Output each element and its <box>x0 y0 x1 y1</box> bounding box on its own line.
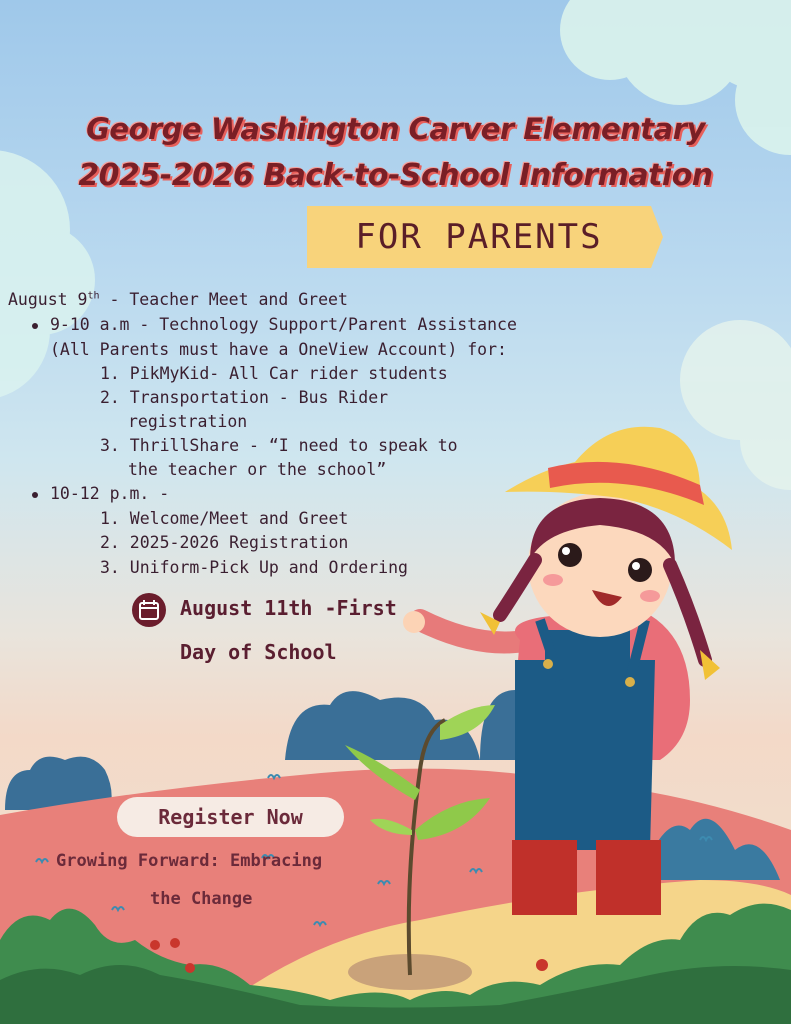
for-parents-banner: FOR PARENTS <box>307 206 651 268</box>
list-item: the teacher or the school” <box>128 460 387 479</box>
first-day-line1: August 11th -First <box>180 596 397 620</box>
school-title: George Washington Carver Elementary <box>86 112 705 146</box>
page-title: 2025-2026 Back-to-School Information <box>78 158 713 193</box>
list-item: 3. Uniform-Pick Up and Ordering <box>100 558 408 577</box>
tagline-line1: Growing Forward: Embracing <box>56 851 323 871</box>
block1-time: 9-10 a.m - Technology Support/Parent Assistance <box>50 315 517 334</box>
block1-note: (All Parents must have a OneView Account) for: <box>50 340 507 359</box>
list-item: 2. 2025-2026 Registration <box>100 533 349 552</box>
tagline-line2: the Change <box>150 889 253 909</box>
day-suffix: th <box>87 290 100 302</box>
list-item: 1. PikMyKid- All Car rider students <box>100 364 448 383</box>
list-item: registration <box>128 412 248 431</box>
day-event: - Teacher Meet and Greet <box>99 290 348 309</box>
bullet-icon <box>32 323 38 329</box>
calendar-icon <box>132 593 166 627</box>
list-item: 2. Transportation - Bus Rider <box>100 388 389 407</box>
block2-time: 10-12 p.m. - <box>50 484 170 503</box>
bullet-icon <box>32 492 38 498</box>
list-item: 3. ThrillShare - “I need to speak to <box>100 436 458 455</box>
first-day-line2: Day of School <box>180 640 337 664</box>
day-heading <box>8 290 348 309</box>
register-now-button[interactable]: Register Now <box>117 797 344 837</box>
list-item: 1. Welcome/Meet and Greet <box>100 509 349 528</box>
day-label: August 9 <box>8 290 88 309</box>
